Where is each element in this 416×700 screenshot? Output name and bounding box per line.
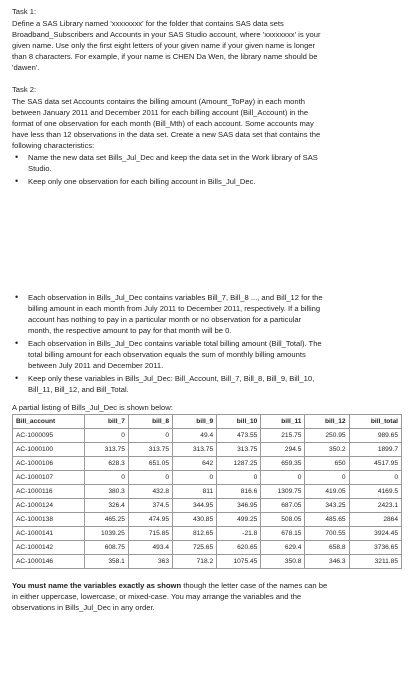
amount-cell: 3924.45 <box>349 527 401 541</box>
account-cell: AC-1000107 <box>13 471 85 485</box>
amount-cell: 1039.25 <box>84 527 128 541</box>
amount-cell: 343.25 <box>305 499 349 513</box>
listing-caption: A partial listing of Bills_Jul_Dec is shown below: <box>12 403 173 412</box>
blank-space <box>12 189 410 292</box>
note-text: observations in Bills_Jul_Dec in any order. <box>12 603 155 612</box>
amount-cell: 313.75 <box>217 443 261 457</box>
amount-cell: 989.65 <box>349 429 401 443</box>
amount-cell: 1075.45 <box>217 555 261 569</box>
task2-line-1: The SAS data set Accounts contains the billing amount (Amount_ToPay) in each month <box>12 97 305 106</box>
amount-cell: 508.05 <box>261 513 305 527</box>
amount-cell: 0 <box>84 471 128 485</box>
amount-cell: 49.4 <box>173 429 217 443</box>
amount-cell: 430.85 <box>173 513 217 527</box>
amount-cell: 0 <box>128 429 172 443</box>
table-row <box>13 541 402 555</box>
bullet-item <box>28 152 410 174</box>
table-row <box>13 527 402 541</box>
amount-cell: 0 <box>173 471 217 485</box>
task1-line-5: 'dawen'. <box>12 63 40 72</box>
table-row <box>13 443 402 457</box>
bullet-line: Each observation in Bills_Jul_Dec contains variables Bill_7, Bill_8 ..., and Bill_12 for the <box>28 293 323 302</box>
amount-cell: 1309.75 <box>261 485 305 499</box>
amount-cell: 687.05 <box>261 499 305 513</box>
amount-cell: 725.65 <box>173 541 217 555</box>
table-row <box>13 513 402 527</box>
amount-cell: 658.8 <box>305 541 349 555</box>
amount-cell: 715.85 <box>128 527 172 541</box>
amount-cell: 4517.95 <box>349 457 401 471</box>
table-row <box>13 555 402 569</box>
amount-cell: 1899.7 <box>349 443 401 457</box>
amount-cell: 346.95 <box>217 499 261 513</box>
bullet-item <box>28 292 410 336</box>
amount-cell: 313.75 <box>128 443 172 457</box>
naming-note <box>12 580 410 613</box>
amount-cell: 493.4 <box>128 541 172 555</box>
amount-cell: 816.6 <box>217 485 261 499</box>
note-text: though the letter case of the names can be <box>181 581 328 590</box>
amount-cell: 294.5 <box>261 443 305 457</box>
amount-cell: 642 <box>173 457 217 471</box>
amount-cell: 650 <box>305 457 349 471</box>
bills-table <box>12 414 402 569</box>
task2-paragraph <box>12 96 410 151</box>
amount-cell: 659.35 <box>261 457 305 471</box>
account-cell: AC-1000141 <box>13 527 85 541</box>
table-body <box>13 429 402 569</box>
amount-cell: 0 <box>84 429 128 443</box>
amount-cell: 1287.25 <box>217 457 261 471</box>
table-row <box>13 471 402 485</box>
task2-line-3: format of one observation for each month (Bill_Mth) of each account. Some accounts may <box>12 119 314 128</box>
amount-cell: 499.25 <box>217 513 261 527</box>
bullet-item <box>28 176 410 187</box>
amount-cell: 380.3 <box>84 485 128 499</box>
account-cell: AC-1000142 <box>13 541 85 555</box>
amount-cell: 350.8 <box>261 555 305 569</box>
account-cell: AC-1000124 <box>13 499 85 513</box>
note-bold: You must name the variables exactly as shown <box>12 581 182 590</box>
account-cell: AC-1000146 <box>13 555 85 569</box>
bullet-line: Keep only these variables in Bills_Jul_Dec: Bill_Account, Bill_7, Bill_8, Bill_9, Bill_10, <box>28 374 315 383</box>
amount-cell: 326.4 <box>84 499 128 513</box>
amount-cell: 0 <box>217 471 261 485</box>
task2-line-5: following characteristics: <box>12 141 95 150</box>
amount-cell: -21.8 <box>217 527 261 541</box>
account-cell: AC-1000106 <box>13 457 85 471</box>
amount-cell: 473.55 <box>217 429 261 443</box>
column-header: bill_12 <box>305 415 349 429</box>
task2-line-4: have less than 12 observations in the data set. Create a new SAS data set that contains the <box>12 130 321 139</box>
bullet-line: month, the respective amount to pay for that month will be 0. <box>28 326 232 335</box>
task2-title: Task 2: <box>12 85 37 94</box>
amount-cell: 3211.85 <box>349 555 401 569</box>
account-cell: AC-1000116 <box>13 485 85 499</box>
bullet-line: Name the new data set Bills_Jul_Dec and keep the data set in the Work library of SAS <box>28 153 318 162</box>
task1-line-2: Broadband_Subscribers and Accounts in your SAS Studio account, where 'xxxxxxxx' is your <box>12 30 321 39</box>
amount-cell: 2864 <box>349 513 401 527</box>
column-header: Bill_account <box>13 415 85 429</box>
column-header: bill_8 <box>128 415 172 429</box>
task1-line-3: given name. Use only the first eight letters of your given name if your given name is longer <box>12 41 316 50</box>
amount-cell: 465.25 <box>84 513 128 527</box>
table-row <box>13 429 402 443</box>
amount-cell: 358.1 <box>84 555 128 569</box>
amount-cell: 215.75 <box>261 429 305 443</box>
column-header: bill_7 <box>84 415 128 429</box>
amount-cell: 608.75 <box>84 541 128 555</box>
bullet-line: Each observation in Bills_Jul_Dec contains variable total billing amount (Bill_Total). The <box>28 339 322 348</box>
bullet-line: total billing amount for each observation equals the sum of monthly billing amounts <box>28 350 306 359</box>
amount-cell: 0 <box>305 471 349 485</box>
amount-cell: 432.8 <box>128 485 172 499</box>
account-cell: AC-1000138 <box>13 513 85 527</box>
task2-section <box>12 84 410 613</box>
requirements-list-top <box>12 152 410 187</box>
amount-cell: 651.05 <box>128 457 172 471</box>
bullet-item <box>28 338 410 371</box>
column-header: bill_11 <box>261 415 305 429</box>
table-header-row <box>13 415 402 429</box>
task1-section <box>12 6 410 73</box>
amount-cell: 4169.5 <box>349 485 401 499</box>
bullet-line: Bill_11, Bill_12, and Bill_Total. <box>28 385 129 394</box>
column-header: bill_total <box>349 415 401 429</box>
table-row <box>13 457 402 471</box>
bullet-line: account has nothing to pay in a particular month or no observation for a particular <box>28 315 302 324</box>
amount-cell: 344.95 <box>173 499 217 513</box>
amount-cell: 628.3 <box>84 457 128 471</box>
task1-line-1: Define a SAS Library named 'xxxxxxxx' for the folder that contains SAS data sets <box>12 19 284 28</box>
amount-cell: 363 <box>128 555 172 569</box>
table-row <box>13 499 402 513</box>
amount-cell: 485.65 <box>305 513 349 527</box>
amount-cell: 0 <box>349 471 401 485</box>
table-row <box>13 485 402 499</box>
bullet-line: billing amount in each month from July 2011 to December 2011, respectively. If a billing <box>28 304 321 313</box>
amount-cell: 3736.65 <box>349 541 401 555</box>
task1-paragraph <box>12 18 410 73</box>
requirements-list-bottom <box>12 292 410 395</box>
bullet-line: Keep only one observation for each billing account in Bills_Jul_Dec. <box>28 177 256 186</box>
column-header: bill_10 <box>217 415 261 429</box>
task1-title: Task 1: <box>12 7 37 16</box>
amount-cell: 250.95 <box>305 429 349 443</box>
amount-cell: 346.3 <box>305 555 349 569</box>
amount-cell: 811 <box>173 485 217 499</box>
amount-cell: 2423.1 <box>349 499 401 513</box>
amount-cell: 313.75 <box>173 443 217 457</box>
bullet-line: between July 2011 and December 2011. <box>28 361 164 370</box>
amount-cell: 350.2 <box>305 443 349 457</box>
amount-cell: 474.95 <box>128 513 172 527</box>
amount-cell: 700.55 <box>305 527 349 541</box>
note-text: in either uppercase, lowercase, or mixed-case. You may arrange the variables and the <box>12 592 302 601</box>
amount-cell: 678.15 <box>261 527 305 541</box>
bullet-item <box>28 373 410 395</box>
amount-cell: 629.4 <box>261 541 305 555</box>
account-cell: AC-1000100 <box>13 443 85 457</box>
amount-cell: 0 <box>261 471 305 485</box>
amount-cell: 313.75 <box>84 443 128 457</box>
bullet-line: Studio. <box>28 164 52 173</box>
column-header: bill_9 <box>173 415 217 429</box>
account-cell: AC-1000095 <box>13 429 85 443</box>
amount-cell: 620.65 <box>217 541 261 555</box>
amount-cell: 419.05 <box>305 485 349 499</box>
amount-cell: 812.65 <box>173 527 217 541</box>
amount-cell: 374.5 <box>128 499 172 513</box>
task2-line-2: between January 2011 and December 2011 for each billing account (Bill_Account) in the <box>12 108 309 117</box>
amount-cell: 0 <box>128 471 172 485</box>
amount-cell: 718.2 <box>173 555 217 569</box>
task1-line-4: than 8 characters. For example, if your name is CHEN Da Wen, the library name should be <box>12 52 318 61</box>
